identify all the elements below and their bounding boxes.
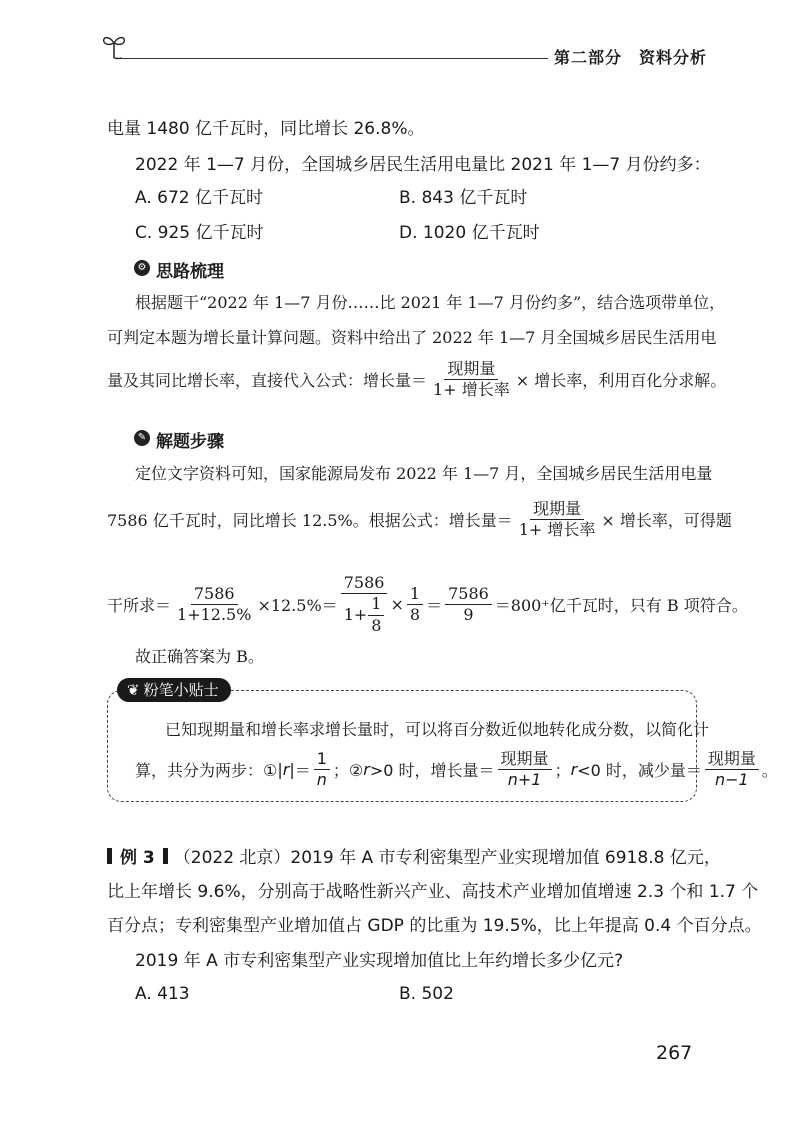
analysis-paragraph-line2: 可判定本题为增长量计算问题。资料中给出了 2022 年 1—7 月全国城乡居民生活用电 (107, 328, 717, 347)
tip-text: <0 时，减少量＝ (577, 761, 702, 781)
solution-conclusion: 故正确答案为 B。 (135, 647, 264, 666)
tip-text: >0 时，增长量＝ (369, 761, 495, 781)
tip-line-2 (135, 750, 778, 790)
calc-equals: ＝ (426, 596, 443, 616)
fraction-denominator: n+1 (507, 770, 542, 790)
option-a: A. 672 亿千瓦时 (135, 188, 263, 208)
example-bar-left (107, 848, 112, 864)
fraction-numerator: 7586 (445, 585, 492, 605)
calc-fraction-3 (407, 585, 423, 625)
solution-text-before-formula: 7586 亿千瓦时，同比增长 12.5%。根据公式：增长量＝ (107, 511, 513, 531)
example-option-b: B. 502 (399, 984, 454, 1004)
analysis-text-after-formula: × 增长率，利用百化分求解。 (515, 371, 727, 391)
tip-r: r (570, 760, 578, 780)
growth-formula-fraction (516, 500, 599, 540)
fraction-denominator: 9 (463, 605, 474, 625)
example-source: （2022 北京） (173, 848, 291, 868)
example-label: 例 3 (120, 848, 155, 868)
tip-equals: ＝ (294, 761, 311, 781)
fraction-numerator: 1 (407, 585, 423, 605)
calc-fraction-2 (341, 574, 388, 635)
solution-title: 解题步骤 (156, 432, 224, 452)
fraction-denominator: 8 (371, 615, 382, 635)
page-number: 267 (656, 1042, 693, 1064)
tip-text: ； (554, 761, 571, 781)
sprout-icon: ❦ (127, 681, 140, 699)
example-text-line2: 比上年增长 9.6%，分别高于战略性新兴产业、高技术产业增加值增速 2.3 个和 1.7 个 (107, 882, 759, 902)
solution-paragraph-line1: 定位文字资料可知，国家能源局发布 2022 年 1—7 月，全国城乡居民生活用电量 (135, 464, 713, 483)
fraction-numerator: 现期量 (444, 360, 498, 380)
tip-text: 。 (761, 761, 778, 781)
fraction-denominator: 1+ 增长率 (433, 380, 510, 400)
nested-fraction (368, 595, 384, 635)
analysis-text-before-formula: 量及其同比增长率，直接代入公式：增长量＝ (107, 371, 428, 391)
tip-r-abs: |r| (277, 760, 295, 780)
sprout-logo-icon (100, 30, 128, 60)
calc-multiplier: ×12.5%＝ (257, 596, 338, 616)
example-header-line (107, 843, 721, 868)
tip-text: 算，共分为两步：① (135, 761, 278, 781)
solution-text-after-formula: × 增长率，可得题 (601, 511, 732, 531)
tip-r: r (363, 760, 370, 780)
calc-fraction-4 (445, 585, 492, 625)
example-text-line1: 2019 年 A 市专利密集型产业实现增加值 6918.8 亿元， (290, 848, 721, 868)
fraction-denominator (341, 594, 388, 635)
calc-result: ＝800⁺亿千瓦时，只有 B 项符合。 (494, 596, 748, 616)
growth-formula-fraction (430, 360, 513, 400)
question-text-top: 电量 1480 亿千瓦时，同比增长 26.8%。 (107, 119, 425, 139)
example-text-line3: 百分点；专利密集型产业增加值占 GDP 的比重为 19.5%，比上年提高 0.4 个百分点。 (107, 916, 762, 936)
fraction-denominator: n−1 (714, 770, 749, 790)
fraction-denominator: 1+12.5% (177, 605, 252, 625)
denominator-prefix: 1+ (343, 605, 368, 625)
option-b: B. 843 亿千瓦时 (399, 188, 528, 208)
calculation-line (107, 574, 748, 635)
tip-text: ；② (332, 761, 364, 781)
question-stem: 2022 年 1—7 月份，全国城乡居民生活用电量比 2021 年 1—7 月份约多： (135, 155, 711, 175)
pencil-icon: ✎ (134, 430, 150, 446)
analysis-title: 思路梳理 (156, 262, 224, 282)
fraction-numerator: 7586 (191, 585, 238, 605)
fraction-denominator: 8 (409, 605, 421, 625)
option-c: C. 925 亿千瓦时 (135, 223, 264, 243)
example-bar-right (163, 848, 168, 864)
tip-label (117, 678, 231, 702)
solution-formula-line (107, 500, 732, 540)
tip-fraction-2 (498, 750, 552, 790)
calc-prefix: 干所求＝ (107, 596, 172, 616)
fraction-numerator: 1 (314, 750, 330, 770)
header-rule (120, 58, 548, 59)
fraction-numerator: 现期量 (530, 500, 584, 520)
fraction-numerator: 1 (368, 595, 384, 615)
tip-fraction-3 (705, 750, 759, 790)
analysis-formula-line (107, 360, 726, 400)
option-d: D. 1020 亿千瓦时 (399, 223, 540, 243)
fraction-numerator: 现期量 (705, 750, 759, 770)
fraction-denominator: n (316, 770, 327, 790)
header-section-title: 第二部分 资料分析 (554, 48, 708, 67)
fraction-denominator: 1+ 增长率 (518, 520, 596, 540)
tip-label-text: 粉笔小贴士 (143, 681, 219, 699)
example-stem: 2019 年 A 市专利密集型产业实现增加值比上年约增长多少亿元? (135, 951, 624, 971)
tip-fraction-1 (314, 750, 330, 790)
gear-icon: ⚙ (134, 260, 150, 276)
fraction-numerator: 7586 (341, 574, 388, 594)
example-option-a: A. 413 (135, 984, 190, 1004)
fraction-numerator: 现期量 (498, 750, 552, 770)
calc-fraction-1 (174, 585, 254, 625)
analysis-paragraph-line1: 根据题干“2022 年 1—7 月份……比 2021 年 1—7 月份约多”，结合选项带单位， (135, 293, 726, 312)
calc-times: × (390, 595, 404, 615)
tip-line-1: 已知现期量和增长率求增长量时，可以将百分数近似地转化成分数，以简化计 (165, 720, 710, 739)
